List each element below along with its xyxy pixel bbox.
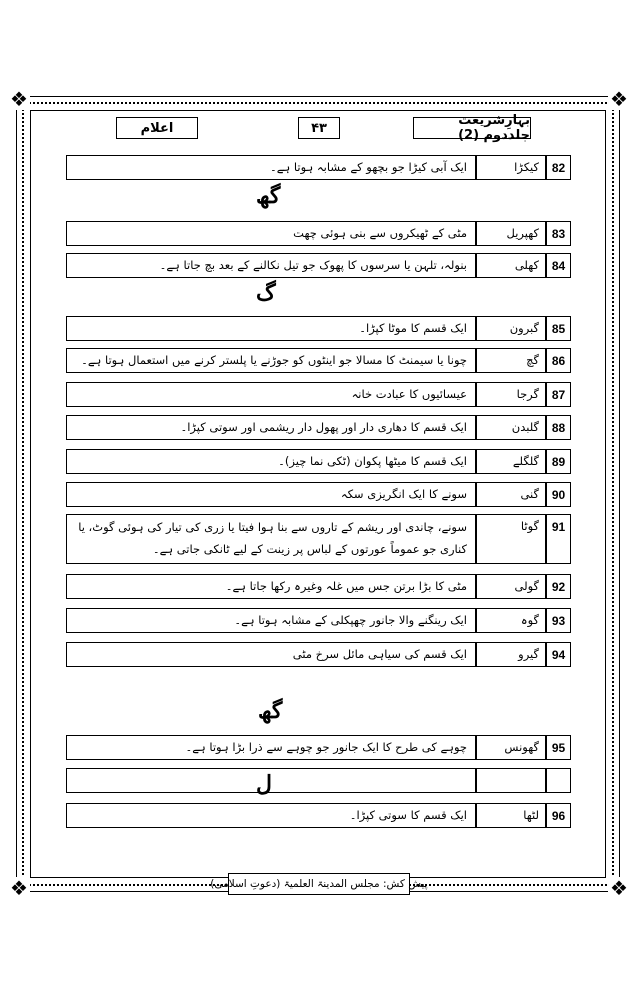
entry-number: 89 [546,449,571,474]
corner-ornament-bottom-right: ❖ [608,877,630,899]
glossary-row [66,803,571,828]
entry-meaning: چوہے کی طرح کا ایک جانور جو چوہے سے ذرا بڑا ہوتا ہے۔ [66,735,476,760]
corner-ornament-bottom-left: ❖ [8,877,30,899]
glossary-row [66,608,571,633]
entry-number: 88 [546,415,571,440]
entry-meaning: مٹی کا بڑا برتن جس میں غلہ وغیرہ رکھا جاتا ہے۔ [66,574,476,599]
entry-number-empty [546,768,571,793]
entry-number: 91 [546,514,571,564]
entry-number: 93 [546,608,571,633]
letter-heading: گھ [256,183,281,209]
entry-meaning: ایک رینگنے والا جانور چھپکلی کے مشابہ ہوتا ہے۔ [66,608,476,633]
corner-ornament-top-right: ❖ [608,88,630,110]
entry-meaning: عیسائیوں کا عبادت خانہ [66,382,476,407]
entry-meaning: ایک آبی کیڑا جو بچھو کے مشابہ ہوتا ہے۔ [66,155,476,180]
glossary-row [66,482,571,507]
entry-meaning: ایک قسم کی سیاہی مائل سرخ مٹی [66,642,476,667]
entry-meaning: بنولہ، تلہن یا سرسوں کا پھوک جو تیل نکالنے کے بعد بچ جاتا ہے۔ [66,253,476,278]
glossary-row-empty [66,768,571,797]
glossary-row [66,316,571,341]
entry-meaning: چونا یا سیمنٹ کا مسالا جو اینٹوں کو جوڑنے یا پلستر کرنے میں استعمال ہوتا ہے۔ [66,348,476,373]
glossary-row [66,449,571,474]
glossary-row [66,155,571,180]
entry-meaning: سونے کا ایک انگریزی سکہ [66,482,476,507]
entry-number: 85 [546,316,571,341]
glossary-row [66,221,571,246]
entry-word: گوٹا [476,514,546,564]
entry-word: گبرون [476,316,546,341]
entry-word: گلگلے [476,449,546,474]
glossary-row [66,642,571,667]
entry-word: گرجا [476,382,546,407]
section-title: اعلام [116,117,198,139]
glossary-row [66,735,571,760]
letter-heading: ل [256,771,272,797]
entry-number: 82 [546,155,571,180]
glossary-row [66,514,571,564]
entry-number: 92 [546,574,571,599]
entry-number: 86 [546,348,571,373]
glossary-row [66,382,571,407]
entry-number: 96 [546,803,571,828]
entry-word: کھلی [476,253,546,278]
publisher-footer: پیش کش: مجلس المدینۃ العلمیۃ (دعوتِ اسلامی) [228,873,410,895]
entry-word: گلبدن [476,415,546,440]
entry-word: لٹھا [476,803,546,828]
entry-word-empty [476,768,546,793]
glossary-row [66,253,571,278]
entry-word: کیکڑا [476,155,546,180]
entry-word: گھونس [476,735,546,760]
entry-word: گولی [476,574,546,599]
entry-number: 84 [546,253,571,278]
glossary-row [66,415,571,440]
entry-word: گیرو [476,642,546,667]
entry-number: 95 [546,735,571,760]
entry-word: گنی [476,482,546,507]
entry-meaning: ایک قسم کا دھاری دار اور پھول دار ریشمی اور سوتی کپڑا۔ [66,415,476,440]
entry-meaning: ایک قسم کا موٹا کپڑا۔ [66,316,476,341]
entry-meaning: سونے، چاندی اور ریشم کے تاروں سے بنا ہوا فیتا یا زری کی تیار کی ہوئی گوٹ، یا کناری جو عموماً عورتوں کے لباس پر زینت کے لیے ٹانکی جاتی ہے۔ [66,514,476,564]
page-number: ۴۳ [298,117,340,139]
letter-heading: گ [256,280,276,306]
glossary-row [66,348,571,373]
book-title: بہارِشریعت جلددوم (2) [413,117,531,139]
entry-number: 90 [546,482,571,507]
letter-heading: گھ [258,698,283,724]
entry-word: گچ [476,348,546,373]
entry-number: 87 [546,382,571,407]
corner-ornament-top-left: ❖ [8,88,30,110]
entry-word: کھپریل [476,221,546,246]
entry-number: 94 [546,642,571,667]
entry-meaning: مٹی کے ٹھیکروں سے بنی ہوئی چھت [66,221,476,246]
entry-word: گوہ [476,608,546,633]
glossary-row [66,574,571,599]
entry-meaning: ایک قسم کا میٹھا پکوان (ٹکی نما چیز)۔ [66,449,476,474]
entry-number: 83 [546,221,571,246]
entry-meaning: ایک قسم کا سوتی کپڑا۔ [66,803,476,828]
